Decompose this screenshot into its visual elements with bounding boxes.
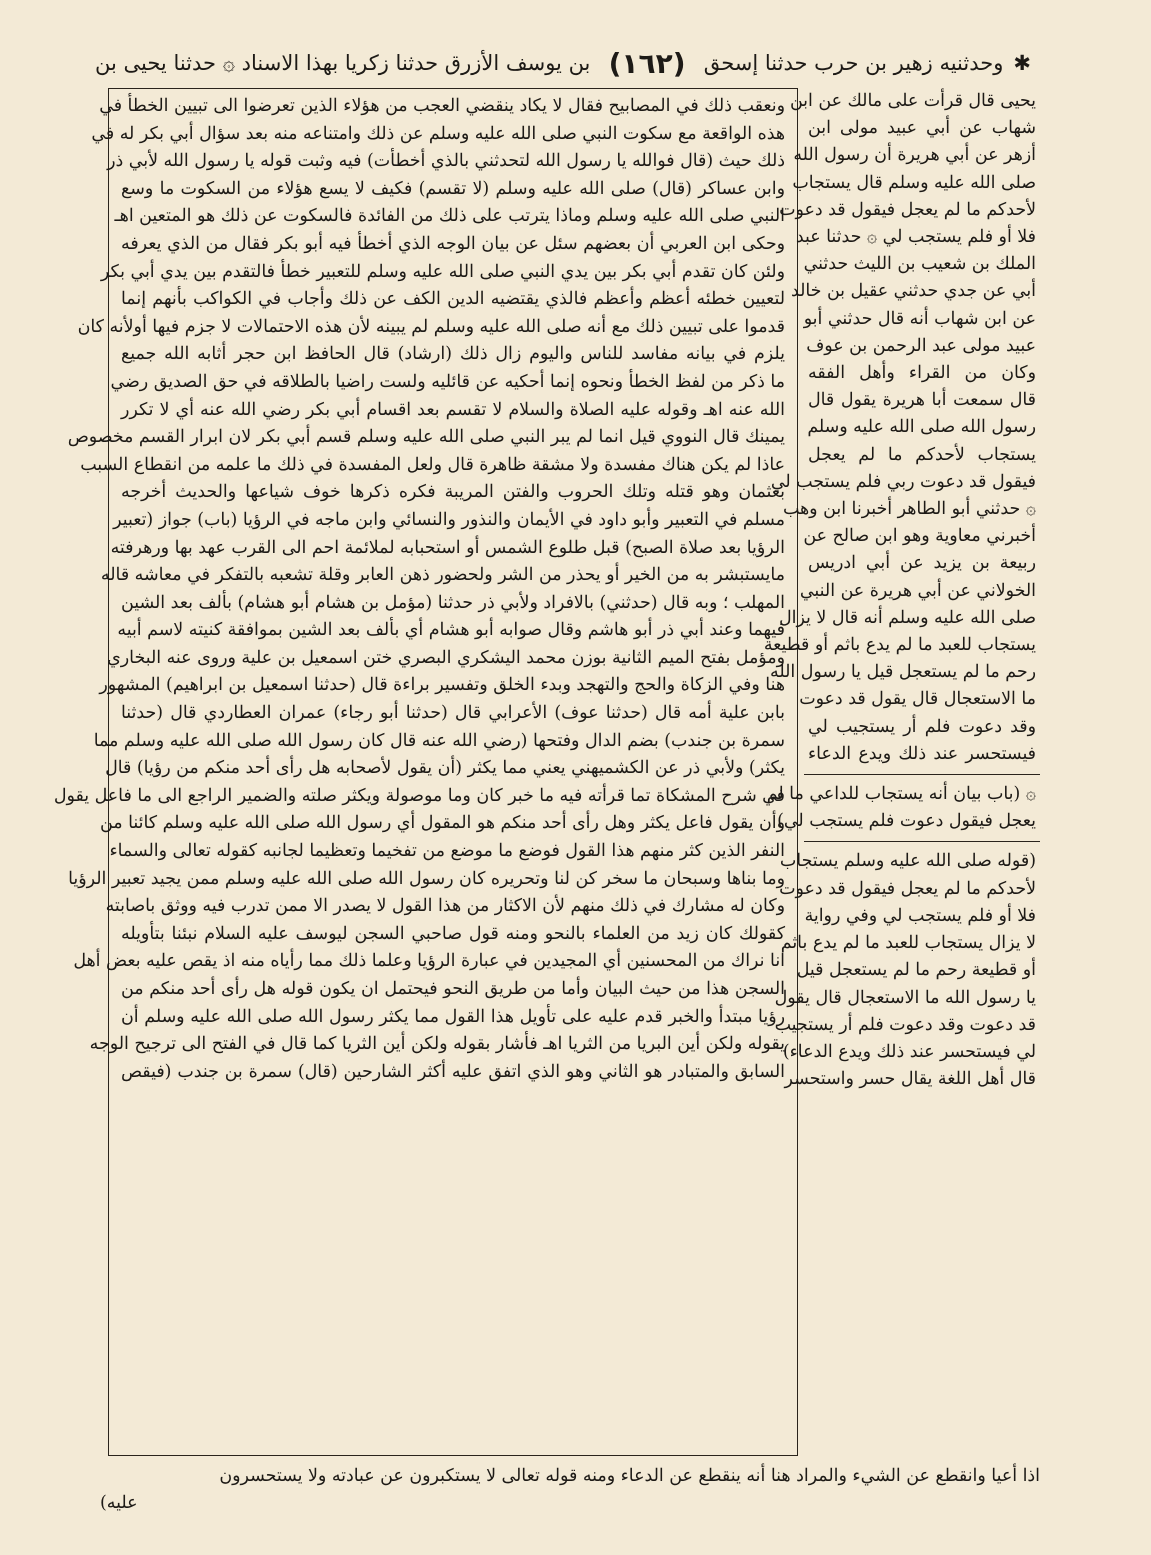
side-commentary-text: [774, 848, 1040, 1093]
commentary-line: ومؤمل بفتح الميم الثانية بوزن محمد اليشكري البصري ختن اسمعيل بن علية وروى عنه البخاري: [107, 647, 785, 668]
hadith-line: يحيى قال قرأت على مالك عن ابن: [789, 91, 1036, 111]
commentary-line: وأن يقول فاعل يكثر وهل رأى أحد منكم هو المقول أي رسول الله صلى الله عليه وسلم كائنا من: [100, 813, 785, 834]
commentary-line: النبي صلى الله عليه وسلم وماذا يترتب على ذلك من الفائدة فالسكوت عن ذلك هو المتعين اهـ: [114, 206, 785, 227]
commentary-line: وحكى ابن العربي أن بعضهم سئل عن بيان الوجه الذي أخطأ فيه أبو بكر فقال من الذي يعرفه: [121, 233, 785, 254]
commentary-line: السابق والمتبادر هو الثاني وهو الذي اتفق عليه أكثر الشارحين (قال) سمرة بن جندب (فيقص: [121, 1061, 785, 1082]
commentary-line: ونعقب ذلك في المصابيح فقال لا يكاد ينقضي العجب من هؤلاء الذين تعرضوا الى تبيين الخطأ في: [99, 96, 785, 116]
hadith-line: رحم ما لم يستعجل قيل يا رسول الله: [770, 662, 1036, 683]
hadith-line: قال سمعت أبا هريرة يقول قال: [808, 390, 1036, 411]
hadith-line: الخولاني عن أبي هريرة عن النبي: [799, 580, 1036, 601]
hadith-line: صلى الله عليه وسلم أنه قال لا يزال: [779, 607, 1036, 628]
hadith-line: ۞ حدثني أبو الطاهر أخبرنا ابن وهب: [782, 499, 1036, 520]
hadith-line: وكان من القراء وأهل الفقه: [808, 363, 1036, 384]
commentary-line: السجن هذا من حيث البيان وأما من طريق النحو فيحتمل ان يكون قوله هل رأى أحد منكم من: [121, 979, 785, 999]
hadith-line: صلى الله عليه وسلم قال يستجاب: [792, 172, 1036, 193]
hadith-line: لأحدكم ما لم يعجل فيقول قد دعوت: [779, 199, 1036, 220]
commentary-line: هذه الواقعة مع سكوت النبي صلى الله عليه وسلم عن ذلك وامتناعه منه بعد سؤال أبي بكر له في: [91, 123, 785, 144]
header-right-text: ✱وحدثنيه زهير بن حرب حدثنا إسحق: [703, 51, 1031, 75]
main-commentary-column: [53, 88, 798, 1456]
asterisk-icon: ✱: [1013, 51, 1031, 75]
commentary-line: المهلب ؛ وبه قال (حدثني) بالافراد ولأبي ذر حدثنا (مؤمل بن هشام أبو هشام) بألف بعد الشين: [121, 592, 785, 613]
hadith-line: الملك بن شعيب بن الليث حدثني: [803, 254, 1036, 275]
commentary-line: انا نراك من المحسنين أي المجيدين في عبارة الرؤيا وعلما ذلك مما رأياه منه اذ يقص عليه بعض أهل: [73, 951, 785, 972]
side-commentary-line: (قوله صلى الله عليه وسلم يستجاب: [779, 851, 1036, 872]
commentary-line: سمرة بن جندب) بضم الدال وفتحها (رضي الله عنه قال كان رسول الله صلى الله عليه وسلم مما: [93, 730, 785, 751]
page-footer: [100, 1463, 1040, 1523]
commentary-line: مسلم في التعبير وأبو داود في الأيمان والنذور والنسائي وابن ماجه في الرؤيا (باب) جواز (تعبير: [113, 509, 785, 530]
commentary-line: بعثمان وهو قتله وتلك الحروب والفتن المريبة فكره ذكرها خوف شياعها والحديث أخرجه: [121, 482, 785, 503]
commentary-line: رؤيا مبتدأ والخبر قدم عليه على تأويل هذا القول مما يكثر رسول الله صلى الله عليه وسلم أن: [121, 1006, 785, 1027]
hadith-line: فلا أو فلم يستجب لي ۞ حدثنا عبد: [795, 227, 1036, 248]
hadith-line: فيستحسر عند ذلك ويدع الدعاء: [808, 743, 1036, 764]
hadith-line: أخبرني معاوية وهو ابن صالح عن: [803, 526, 1036, 547]
commentary-line: عاذا لم يكن هناك مفسدة ولا مشقة ظاهرة قال ولعل المفسدة في ذلك ما علمه من انقطاع السبب: [80, 454, 785, 475]
side-commentary-line: أو قطيعة رحم ما لم يستعجل قيل: [796, 960, 1036, 981]
side-commentary-line: قد دعوت وقد دعوت فلم أر يستجيب: [774, 1014, 1036, 1035]
commentary-line: وما بناها وسبحان ما سخر كن لنا وتحريره كان رسول الله صلى الله عليه وسلم ممن يجيد تعبير الرؤيا: [68, 868, 785, 889]
hadith-line: عبيد مولى عبد الرحمن بن عوف: [806, 335, 1036, 356]
hadith-line: وقد دعوت فلم أر يستجيب لي: [808, 716, 1036, 737]
commentary-line: وكان له مشارك في ذلك منهم لأن الاكثار من هذا القول لا يصدر الا ممن تدرب فيه ووثق باصابته: [105, 896, 785, 917]
chapter-heading: [766, 781, 1040, 835]
commentary-line: بابن علية أمه قال (حدثنا عوف) الأعرابي قال (حدثنا أبو رجاء) عمران العطاردي قال (حدثنا: [121, 703, 785, 724]
page-header: [95, 38, 1031, 88]
commentary-line: هنا وفي الزكاة والحج والتهجد وبدء الخلق وتفسير براءة قال (حدثنا اسمعيل بن ابراهيم) المشهور: [99, 675, 785, 696]
commentary-line: يلزم في بيانه مفاسد للناس واليوم زال ذلك (ارشاد) قال الحافظ ابن حجر أثابه الله جميع: [121, 344, 785, 365]
side-commentary-line: لي فيستحسر عند ذلك ويدع الدعاء): [782, 1041, 1036, 1062]
hadith-line: أبي عن جدي حدثني عقيل بن خالد: [790, 281, 1036, 302]
commentary-line: لتعيين خطئه أعظم وأعظم فالذي يقتضيه الدين الكف عن ذلك وأجاب في الكواكب بأنهم إنما: [121, 289, 785, 310]
commentary-line: في شرح المشكاة تما قرأته فيه ما خبر كان وما موصولة ويكثر صلته والضمير الراجع الى ما فاعل يقول: [53, 785, 785, 806]
commentary-line: مايستبشر به من الخير أو يحذر من الشر ولحضور ذهن العابر وقلة تشعبه بالتفكر في معاشه قاله: [100, 565, 785, 586]
commentary-line: ولئن كان تقدم أبي بكر بين يدي النبي صلى الله عليه وسلم للتعبير خطأ فالتقدم بين يدي أبي بكر: [100, 261, 785, 282]
hadith-line: فيقول قد دعوت ربي فلم يستجب لي: [770, 471, 1036, 492]
commentary-line: يكثر) ولأبي ذر عن الكشميهني يعني مما يكثر (أن يقول لأصحابه هل رأى أحد منكم من رؤيا) قال: [105, 758, 785, 779]
commentary-line: كقولك كان زيد من العلماء بالنحو ومنه قول صاحبي السجن ليوسف عليه السلام نبئنا بتأويله: [121, 923, 785, 944]
side-commentary-line: لأحدكم ما لم يعجل فيقول قد دعوت: [779, 878, 1036, 899]
side-commentary-line: قال أهل اللغة يقال حسر واستحسر: [784, 1069, 1036, 1090]
side-commentary-line: لا يزال يستجاب للعبد ما لم يدع باثم: [780, 933, 1036, 954]
commentary-line: يقوله ولكن أين البريا من الثريا اهـ فأشار بقوله ولكن أين الثريا كما قال في الفتح الى ترجيح الوجه: [89, 1034, 785, 1055]
hadith-line: رسول الله صلى الله عليه وسلم: [807, 417, 1036, 438]
footer-line: اذا أعيا وانقطع عن الشيء والمراد هنا أنه ينقطع عن الدعاء ومنه قوله تعالى لا يستكبرون عن عبادته ولا يستحسرون: [219, 1466, 1040, 1486]
commentary-text: [53, 93, 785, 1086]
side-hadith-column: [763, 88, 1040, 1456]
side-hadith-text: [763, 88, 1040, 768]
commentary-line: يمينك قال النووي قيل انما لم يبر النبي صلى الله عليه وسلم قسم أبي بكر لان ابرار القسم مخصوص: [67, 427, 785, 448]
side-divider-1: [804, 774, 1040, 775]
side-commentary-line: يا رسول الله ما الاستعجال قال يقول: [774, 987, 1036, 1008]
commentary-line: فيهما وعند أبي ذر أبو هاشم وقال صوابه أبو هشام أي بألف بعد الشين بموافقة كنيته لاسم أبيه: [117, 620, 785, 641]
footer-continuation: عليه): [100, 1493, 138, 1513]
side-commentary-line: فلا أو فلم يستجب لي وفي رواية: [804, 905, 1036, 926]
header-left-text: بن يوسف الأزرق حدثنا زكريا بهذا الاسناد ۞ حدثنا يحيى بن: [95, 51, 591, 75]
chapter-heading-line: يعجل فيقول دعوت فلم يستجب لي): [777, 811, 1036, 832]
hadith-line: أزهر عن أبي هريرة أن رسول الله: [793, 145, 1036, 166]
hadith-line: شهاب عن أبي عبيد مولى ابن: [808, 118, 1036, 139]
commentary-line: ذلك حيث (قال فوالله يا رسول الله لتحدثني بالذي أخطأت) فيه وثبت قوله يا رسول الله لأبي ذر: [107, 151, 785, 172]
hadith-line: ربيعة بن يزيد عن أبي ادريس: [808, 553, 1036, 574]
commentary-line: النفر الذين كثر منهم هذا القول فوضع ما موضع من تفخيما وتعظيما لجانبه كقوله تعالى والسماء: [109, 841, 785, 862]
hadith-line: ما الاستعجال قال يقول قد دعوت: [799, 689, 1036, 710]
hadith-line: عن ابن شهاب أنه قال حدثني أبو: [803, 308, 1036, 329]
hadith-line: يستجاب للعبد ما لم يدع باثم أو قطيعة: [763, 635, 1036, 656]
commentary-line: ما ذكر من لفظ الخطأ ونحوه إنما أحكيه عن قائليه ولست راضيا بالطلاقه في حق الصديق رضي: [110, 371, 785, 392]
hadith-line: يستجاب لأحدكم ما لم يعجل: [808, 444, 1036, 465]
chapter-heading-line: ۞ (باب بيان أنه يستجاب للداعي ما لم: [766, 784, 1036, 805]
page-number: (١٦٢): [608, 46, 686, 80]
commentary-line: الرؤيا بعد صلاة الصبح) قبل طلوع الشمس أو استحبابه لملائمة احم الى القرب عهد بها ورهرفته: [110, 537, 785, 558]
commentary-line: وابن عساكر (قال) صلى الله عليه وسلم (لا تقسم) فكيف لا يسع هؤلاء من السكوت ما وسع: [121, 178, 785, 199]
side-divider-2: [804, 841, 1040, 842]
commentary-line: الله عنه اهـ وقوله عليه الصلاة والسلام لا تقسم بعد اقسام أبي بكر رضي الله عنه أي لا تكرر: [121, 399, 785, 420]
commentary-line: قدموا على تبيين ذلك مع أنه صلى الله عليه وسلم لم يبينه لأن هذه الاحتمالات لا جزم فيها أولأنه كان: [77, 316, 785, 337]
